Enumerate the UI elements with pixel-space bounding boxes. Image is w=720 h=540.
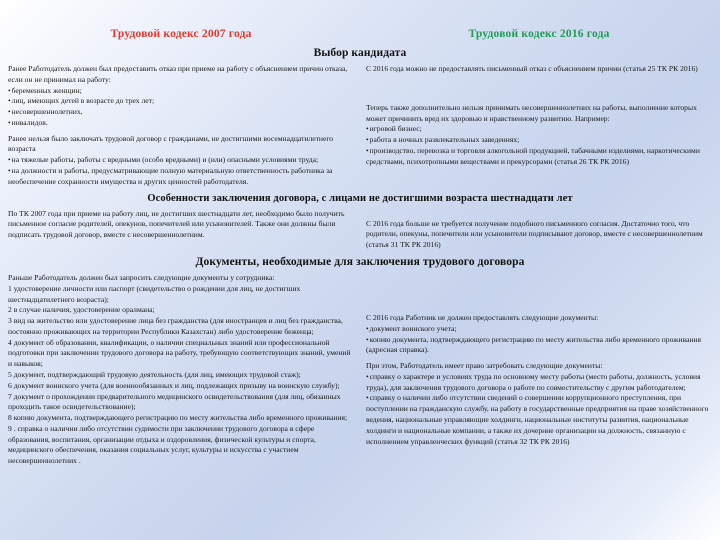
header-cell-2007 <box>2 22 360 45</box>
header-cell-2016 <box>360 22 718 45</box>
list-item: 6 документ воинского учета (для военнообязанных и лиц, подлежащих призыву на воинскую службу); <box>8 380 340 390</box>
section-heading-candidate-selection: Выбор кандидата <box>313 47 407 59</box>
section-heading-row-2 <box>2 191 718 207</box>
s1-right-intro: С 2016 года можно не предоставлять письменный отказ с объяснением причин (статья 25 ТК РК 2016) <box>366 64 698 73</box>
section-heading-row-3 <box>2 254 718 271</box>
list-item: • справку о наличии либо отсутствии сведений о совершении коррупционного преступления, при поступлении на гражданскую службу, на работу в государственные предприятия на праве хозяйственного ведения, национальные управляющие холдинги, национальные институты развития, национальные холдинги и национальные компании, а также их дочерние организации на должность, связанную с исполнением управленческих функций (статья 32 ТК РК 2016) <box>366 393 712 447</box>
list-item: • на должности и работы, предусматривающие полную материальную ответственность работника за необеспечение сохранности имущества и других ценностей работодателя. <box>8 166 354 188</box>
section-body-row-2 <box>2 207 718 254</box>
section-3-right-cell <box>360 271 718 470</box>
s3-right-intro: С 2016 года Работник не должен предоставлять следующие документы: <box>366 312 599 322</box>
section-heading-required-documents: Документы, необходимые для заключения трудового договора <box>195 255 525 268</box>
s1-right-intro2: Теперь также дополнительно нельзя принимать несовершеннолетних на работы, выполнение которых может причинить вред их здоровью и нравственному развитию. Например: <box>366 102 697 123</box>
list-item: • документ воинского учета; <box>366 324 712 335</box>
list-item: 4 документ об образовании, квалификации, о наличии специальных знаний или профессиональной подготовки при заключении трудового договора на работу, требующую соответствующих знаний, умений и навыков; <box>8 337 351 369</box>
list-item: • инвалидов. <box>8 118 354 129</box>
list-item: • производство, перевозка и торговля алкогольной продукцией, табачными изделиями, наркотическими средствами, психотропными веществами и прекурсорами (статья 26 ТК РК 2016) <box>366 146 712 168</box>
section-heading-minors-contract: Особенности заключения договора, с лицами не достигшими возраста шестнадцати лет <box>147 192 573 204</box>
s3-right-intro2: При этом, Работодатель имеет право затребовать следующие документы: <box>366 361 603 371</box>
s3-left-intro: Раньше Работодатель должен был запросить следующие документы у сотрудника: <box>8 272 275 282</box>
section-heading-row-1 <box>2 45 718 62</box>
s1-right-bullets2 <box>366 124 712 167</box>
s2-right-intro: С 2016 года больше не требуется получение подобного письменного согласия. Достаточно того, что родители, опекуны, попечители или усыновители подписывают договор, вместе с несовершеннолетним (статья 31 ТК РК 2016) <box>366 218 703 250</box>
list-item: • беременных женщин; <box>8 86 354 97</box>
list-item: 3 вид на жительство или удостоверение лица без гражданства (для иностранцев и лиц без гражданства, постоянно проживающих на территории Республики Казахстан) либо удостоверение беженца; <box>8 316 343 336</box>
comparison-sheet <box>0 22 720 470</box>
list-item: 9 . справка о наличии либо отсутствии судимости при заключении трудового договора в сфере образования, воспитания, организации отдыха и оздоровления, физической культуры и спорта, медицинского обеспечения, оказания социальных услуг, культуры и искусства с участием несовершеннолетних . <box>8 423 316 466</box>
s1-left-intro2: Ранее нельзя было заключать трудовой договор с гражданами, не достигшими восемнадцатилетнего возраста <box>8 133 334 154</box>
section-1-right-cell <box>360 62 718 191</box>
list-item: 1 удостоверение личности или паспорт (свидетельство о рождении для лиц, не достигших шестнадцатилетнего возраста); <box>8 283 301 304</box>
labor-code-comparison-table <box>2 22 718 470</box>
code-2007-title: Трудовой кодекс 2007 года <box>110 28 252 40</box>
list-item: • справку о характере и условиях труда по основному месту работы (место работы, должность, условия труда), для заключения трудового договора о работе по совместительству с другим работодателем; <box>366 372 712 394</box>
s3-left-numbered-list <box>8 284 354 467</box>
s2-left-intro: По ТК 2007 года при приеме на работу лиц, не достигших шестнадцати лет, необходимо было получить письменное согласие родителей, опекунов, попечителей или усыновителей. Также они должны были подписать трудовой договор, вместе с несовершеннолетним. <box>8 208 345 240</box>
list-item: 5 документ, подтверждающий трудовую деятельность (для лиц, имеющих трудовой стаж); <box>8 369 301 379</box>
list-item: • несовершеннолетних, <box>8 107 354 118</box>
s1-left-bullets <box>8 86 354 129</box>
list-item: • копию документа, подтверждающего регистрацию по месту жительства либо временного проживания (адресная справка). <box>366 335 712 357</box>
list-item: • работа в ночных развлекательных заведениях; <box>366 135 712 146</box>
section-3-left-cell <box>2 271 360 470</box>
section-body-row-3 <box>2 271 718 470</box>
table-header-row <box>2 22 718 45</box>
code-2016-title: Трудовой кодекс 2016 года <box>468 28 610 40</box>
s3-right-bullets2 <box>366 372 712 447</box>
s3-right-bullets <box>366 324 712 356</box>
s1-left-intro: Ранее Работодатель должен был предоставить отказ при приеме на работу с объяснением причин отказа, если он не принимал на работу: <box>8 64 348 84</box>
section-2-left-cell <box>2 207 360 254</box>
section-body-row-1 <box>2 62 718 191</box>
list-item: • лиц, имеющих детей в возрасте до трех лет; <box>8 96 354 107</box>
section-1-left-cell <box>2 62 360 191</box>
section-2-right-cell <box>360 207 718 254</box>
s1-left-bullets2 <box>8 155 354 187</box>
list-item: • на тяжелые работы, работы с вредными (особо вредными) и (или) опасными условиями труда; <box>8 155 354 166</box>
list-item: 7 документ о прохождении предварительного медицинского освидетельствования (для лиц, обязанных проходить такое освидетельствование); <box>8 391 341 412</box>
list-item: 2 в случае наличия, удостоверение оралмана; <box>8 305 155 315</box>
list-item: 8 копию документа, подтверждающего регистрацию по месту жительства либо временного проживания; <box>8 413 348 423</box>
list-item: • игровой бизнес; <box>366 124 712 135</box>
